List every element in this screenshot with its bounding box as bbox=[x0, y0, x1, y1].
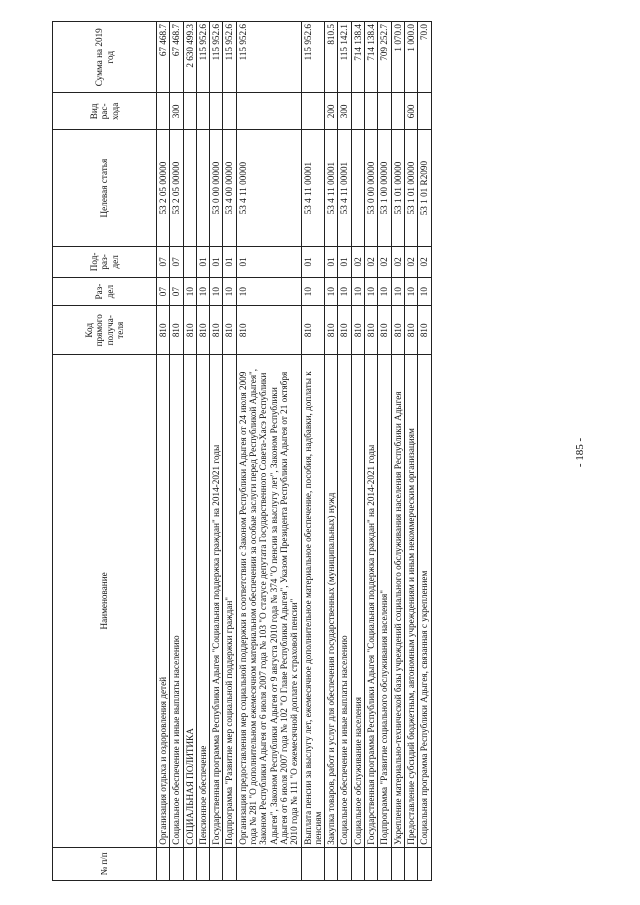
row-podrazdel: 01 bbox=[301, 246, 325, 277]
row-code: 810 bbox=[196, 306, 209, 355]
row-vid: 600 bbox=[404, 93, 417, 130]
row-target: 53 2 05 00000 bbox=[157, 130, 170, 247]
row-name: Укрепление материально-технической базы учреждений социального обслуживания населения Республики Адыгея bbox=[391, 355, 404, 848]
row-name: Социальное обеспечение и иные выплаты населению bbox=[170, 355, 183, 848]
row-code: 810 bbox=[183, 306, 196, 355]
row-code: 810 bbox=[325, 306, 338, 355]
table-row bbox=[210, 22, 223, 881]
row-podrazdel: 01 bbox=[196, 246, 209, 277]
row-podrazdel: 01 bbox=[210, 246, 223, 277]
row-podrazdel: 02 bbox=[404, 246, 417, 277]
row-podrazdel: 01 bbox=[236, 246, 301, 277]
row-vid bbox=[378, 93, 391, 130]
row-sum: 115 952.6 bbox=[196, 22, 209, 93]
row-num bbox=[365, 847, 378, 880]
row-num bbox=[170, 847, 183, 880]
row-podrazdel: 07 bbox=[157, 246, 170, 277]
header-sum: Сумма на 2019 год bbox=[53, 22, 157, 93]
row-razdel: 10 bbox=[325, 277, 338, 306]
row-num bbox=[391, 847, 404, 880]
row-razdel: 10 bbox=[210, 277, 223, 306]
row-razdel: 10 bbox=[365, 277, 378, 306]
row-target: 53 1 00 00000 bbox=[378, 130, 391, 247]
row-code: 810 bbox=[365, 306, 378, 355]
row-target: 53 0 00 00000 bbox=[365, 130, 378, 247]
header-code: Код прямого получа-теля bbox=[53, 306, 157, 355]
row-vid: 300 bbox=[338, 93, 351, 130]
row-name: СОЦИАЛЬНАЯ ПОЛИТИКА bbox=[183, 355, 196, 848]
table-row bbox=[365, 22, 378, 881]
row-vid bbox=[351, 93, 364, 130]
row-razdel: 10 bbox=[196, 277, 209, 306]
row-name: Подпрограмма "Развитие социального обслуживания населения" bbox=[378, 355, 391, 848]
row-sum: 1 070.0 bbox=[391, 22, 404, 93]
row-name: Закупка товаров, работ и услуг для обеспечения государственных (муниципальных) нужд bbox=[325, 355, 338, 848]
table-row bbox=[325, 22, 338, 881]
row-num bbox=[378, 847, 391, 880]
row-sum: 115 952.6 bbox=[223, 22, 236, 93]
row-target bbox=[183, 130, 196, 247]
row-razdel: 10 bbox=[418, 277, 431, 306]
row-sum: 67 468.7 bbox=[157, 22, 170, 93]
header-name: Наименование bbox=[53, 355, 157, 848]
table-row bbox=[157, 22, 170, 881]
row-vid bbox=[236, 93, 301, 130]
row-code: 810 bbox=[170, 306, 183, 355]
row-vid bbox=[365, 93, 378, 130]
table-row bbox=[196, 22, 209, 881]
row-num bbox=[338, 847, 351, 880]
row-sum: 70.0 bbox=[418, 22, 431, 93]
row-target: 53 1 01 00000 bbox=[391, 130, 404, 247]
row-sum: 115 952.6 bbox=[301, 22, 325, 93]
row-vid bbox=[391, 93, 404, 130]
row-num bbox=[418, 847, 431, 880]
row-sum: 714 138.4 bbox=[365, 22, 378, 93]
row-name: Государственная программа Республики Адыгея "Социальная поддержка граждан" на 2014-2021 годы bbox=[365, 355, 378, 848]
row-name: Подпрограмма "Развитие мер социальной поддержки граждан" bbox=[223, 355, 236, 848]
row-razdel: 10 bbox=[236, 277, 301, 306]
table-header bbox=[53, 22, 157, 881]
row-code: 810 bbox=[210, 306, 223, 355]
header-target: Целевая статья bbox=[53, 130, 157, 247]
budget-table bbox=[52, 21, 432, 881]
row-code: 810 bbox=[236, 306, 301, 355]
row-num bbox=[325, 847, 338, 880]
table-row bbox=[418, 22, 431, 881]
row-razdel: 10 bbox=[223, 277, 236, 306]
row-target: 53 1 01 00000 bbox=[404, 130, 417, 247]
row-vid: 200 bbox=[325, 93, 338, 130]
row-target bbox=[196, 130, 209, 247]
table-body bbox=[157, 22, 432, 881]
row-vid bbox=[301, 93, 325, 130]
row-code: 810 bbox=[301, 306, 325, 355]
row-vid bbox=[157, 93, 170, 130]
row-target bbox=[351, 130, 364, 247]
row-num bbox=[223, 847, 236, 880]
row-name: Социальное обслуживание населения bbox=[351, 355, 364, 848]
row-target: 53 2 05 00000 bbox=[170, 130, 183, 247]
row-razdel: 10 bbox=[338, 277, 351, 306]
row-name: Пенсионное обеспечение bbox=[196, 355, 209, 848]
row-podrazdel: 02 bbox=[391, 246, 404, 277]
row-sum: 1 000.0 bbox=[404, 22, 417, 93]
row-sum: 709 252.7 bbox=[378, 22, 391, 93]
row-vid bbox=[196, 93, 209, 130]
table-row bbox=[351, 22, 364, 881]
row-razdel: 07 bbox=[170, 277, 183, 306]
row-num bbox=[236, 847, 301, 880]
row-name: Социальная программа Республики Адыгея, связанная с укреплением bbox=[418, 355, 431, 848]
row-sum: 115 952.6 bbox=[210, 22, 223, 93]
row-podrazdel: 02 bbox=[418, 246, 431, 277]
row-code: 810 bbox=[418, 306, 431, 355]
table-row bbox=[236, 22, 301, 881]
row-name: Выплата пенсии за выслугу лет, ежемесячное дополнительное материальное обеспечение, пособия, надбавки, доплаты к пенсиям bbox=[301, 355, 325, 848]
row-razdel: 10 bbox=[301, 277, 325, 306]
row-name: Организация отдыха и оздоровления детей bbox=[157, 355, 170, 848]
row-podrazdel: 01 bbox=[338, 246, 351, 277]
row-code: 810 bbox=[338, 306, 351, 355]
row-num bbox=[196, 847, 209, 880]
row-podrazdel bbox=[183, 246, 196, 277]
row-vid bbox=[210, 93, 223, 130]
row-razdel: 10 bbox=[183, 277, 196, 306]
table-row bbox=[391, 22, 404, 881]
table-row bbox=[301, 22, 325, 881]
row-razdel: 10 bbox=[351, 277, 364, 306]
row-code: 810 bbox=[378, 306, 391, 355]
header-razdel: Раз-дел bbox=[53, 277, 157, 306]
row-sum: 115 952.6 bbox=[236, 22, 301, 93]
table-row bbox=[223, 22, 236, 881]
table-row bbox=[183, 22, 196, 881]
header-num: № п/п bbox=[53, 847, 157, 880]
row-sum: 2 630 499.3 bbox=[183, 22, 196, 93]
table-row bbox=[404, 22, 417, 881]
row-name: Социальное обеспечение и иные выплаты населению bbox=[338, 355, 351, 848]
row-num bbox=[183, 847, 196, 880]
row-sum: 67 468.7 bbox=[170, 22, 183, 93]
row-target: 53 4 11 00000 bbox=[236, 130, 301, 247]
row-razdel: 10 bbox=[378, 277, 391, 306]
row-podrazdel: 01 bbox=[325, 246, 338, 277]
row-code: 810 bbox=[391, 306, 404, 355]
row-code: 810 bbox=[157, 306, 170, 355]
row-target: 53 0 00 00000 bbox=[210, 130, 223, 247]
page-number: - 185 - bbox=[574, 437, 586, 468]
row-name: Предоставление субсидий бюджетным, автономным учреждениям и иным некоммерческим организациям bbox=[404, 355, 417, 848]
row-num bbox=[351, 847, 364, 880]
row-razdel: 10 bbox=[404, 277, 417, 306]
row-podrazdel: 02 bbox=[378, 246, 391, 277]
row-vid bbox=[223, 93, 236, 130]
row-name: Государственная программа Республики Адыгея "Социальная поддержка граждан" на 2014-2021 годы bbox=[210, 355, 223, 848]
row-target: 53 4 11 00001 bbox=[301, 130, 325, 247]
row-num bbox=[301, 847, 325, 880]
header-podrazdel: Под-раз-дел bbox=[53, 246, 157, 277]
table-row bbox=[378, 22, 391, 881]
row-razdel: 10 bbox=[391, 277, 404, 306]
row-razdel: 07 bbox=[157, 277, 170, 306]
row-target: 53 4 00 00000 bbox=[223, 130, 236, 247]
row-target: 53 4 11 00001 bbox=[325, 130, 338, 247]
row-num bbox=[404, 847, 417, 880]
row-podrazdel: 02 bbox=[365, 246, 378, 277]
row-target: 53 4 11 00001 bbox=[338, 130, 351, 247]
row-name: Организация предоставления мер социальной поддержки в соответствии с Законом Республики Адыгея от 24 июля 2009 года № 281 "О дополнительном ежемесячном материальном обеспечении за особые заслуги перед Республикой Адыгея", Законом Республики Адыгея от 6 июля 2007 года № 103 "О статусе депутата Государственного Совета-Хасэ Республики Адыгея", Законом Республики Адыгея от 9 августа 2010 года № 374 "О пенсии за выслугу лет", Законом Республики Адыгея от 6 июля 2007 года № 102 "О Главе Республики Адыгея", Указом Президента Республики Адыгея от 21 октября 2010 года № 111 "О ежемесячной доплате к страховой пенсии" bbox=[236, 355, 301, 848]
row-code: 810 bbox=[404, 306, 417, 355]
row-target: 53 1 01 R2090 bbox=[418, 130, 431, 247]
row-vid: 300 bbox=[170, 93, 183, 130]
row-sum: 115 142.1 bbox=[338, 22, 351, 93]
row-vid bbox=[418, 93, 431, 130]
row-code: 810 bbox=[351, 306, 364, 355]
row-num bbox=[157, 847, 170, 880]
row-sum: 714 138.4 bbox=[351, 22, 364, 93]
row-podrazdel: 02 bbox=[351, 246, 364, 277]
table-row bbox=[170, 22, 183, 881]
row-num bbox=[210, 847, 223, 880]
row-vid bbox=[183, 93, 196, 130]
row-sum: 810.5 bbox=[325, 22, 338, 93]
table-row bbox=[338, 22, 351, 881]
header-vid: Вид рас-хода bbox=[53, 93, 157, 130]
row-code: 810 bbox=[223, 306, 236, 355]
row-podrazdel: 01 bbox=[223, 246, 236, 277]
row-podrazdel: 07 bbox=[170, 246, 183, 277]
